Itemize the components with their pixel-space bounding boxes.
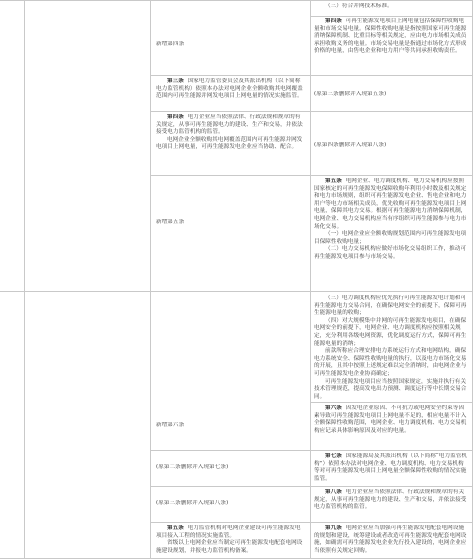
col-divider <box>310 1 311 299</box>
row-divider <box>150 175 472 176</box>
row-divider <box>310 16 472 17</box>
row-divider <box>150 111 472 112</box>
row-divider <box>150 450 472 451</box>
row-divider <box>150 75 472 76</box>
table-cell: （三）符合并网技术标准。 <box>325 3 393 9</box>
table-cell: 第九条 电网企业应当加强可再生能源发电配套电网设施的规划和建设，统筹建设或者改造可再生能源发电配套电网设施，如确需可再生能源发电企业先行投入建设的，电网企业应当依照有关规定回购。 <box>314 525 467 554</box>
table-cell: 第六条 因发电企业原因、不可抗力或电网安全约束等因素导致可再生能源发电项目上网电量不足的，相应电量不计入全额保障性收购范围，电网企业、电力调度机构、电力交易机构应记录具体影响原因及对应的电量。 <box>314 405 467 434</box>
col-divider <box>310 292 311 558</box>
page-bottom <box>0 291 473 559</box>
table-cell: 第八条 电力企业应当依照法律、行政法规和规章的有关规定，从事可再生能源电力的建设、生产和交易，并依法接受电力监管机构的监管。 <box>314 489 467 511</box>
col-divider <box>24 1 25 299</box>
table-cell: （三）电力调度机构应优先执行可再生能源发电计划和可再生能源电力交易合同，在确保电网安全的前提下，保障可再生能源电量的收购； （四）对大规模集中并网的可再生能源发电项目，在确保电网安全的前提下，电网企业、电力调度机构应按照相关规定，充分利用各级电网资源，优化调度运行方式，保障可再生能源电量的消纳； 前款所称应合理安排电力系统运行方式和电网结构，确保电力系统安全、保障性收购电量的执行，以及电力市场化交易的开展，且其中按照上述规定难以完全消纳时，由电网企业与可再生能源发电企业协商确定； 可再生能源发电项目应当按照国家规定，实施并执行有关技术管理规范，提高发电出力预测、调度运行等中长期交易合同。 <box>314 295 467 400</box>
row-divider <box>150 522 472 523</box>
table-cell: 第三条 国家电力监管委员会及其派出机构（以下简称电力监管机构）依照本办法对电网企业全额收购其电网覆盖范围内可再生能源并网发电项目上网电量的情况实施监管。 <box>156 78 303 100</box>
row-divider <box>310 402 472 403</box>
row-divider <box>150 486 472 487</box>
table-cell: 第五条 电力监管机构对电网企业建设可再生能源发电项目接入工程的情况实施监管。 省级以上电网企业应当制定可再生能源发电配套电网设施建设规划，并报电力监管机构备案。 <box>156 525 303 554</box>
table-cell: 第五条 电网企业、电力调度机构、电力交易机构应按照国家核定的可再生能源发电保障收购年利用小时数及相关规定和电力市场规则，组织可再生能源发电企业、售电企业和电力用户等电力市场相关成员，优先收购可再生能源发电项目上网电量，保障其电力交易。根据可再生能源电力消纳保障机制，电网企业、电力交易机构应当有序组织可再生能源参与电力市场化交易。 （一）电网企业应全额收购规划范围内可再生能源发电项目保障性收购电量； （二）电力交易机构应做好市场化交易组织工作，推动可再生能源发电项目参与市场交易。 <box>314 178 467 260</box>
col-divider <box>24 292 25 558</box>
col-divider <box>150 1 151 299</box>
table-cell: (原第二条删除并入现第七条) <box>156 464 229 470</box>
table-cell: 新增第六条 <box>156 422 185 428</box>
table-cell: 第四条 电力企业应当依照法律、行政法规和规章的有关规定，从事可再生能源电力的建设、生产和交易，并依法接受电力监管机构的监管。 电网企业全额收购其电网覆盖范围内可再生能源并网发电项目上网电量，可再生能源发电企业应当协助、配合。 <box>156 114 303 151</box>
col-divider <box>150 292 151 558</box>
table-cell: (原第三条删除并入现第八条) <box>156 500 229 506</box>
table-cell: 新增第四条 <box>156 41 185 47</box>
table-cell: (原第四条删除并入现第八条) <box>314 142 387 148</box>
table-cell: 第七条 国家能源局及其派出机构（以下简称“电力监管机构”）依照本办法对电网企业、电力调度机构、电力交易机构等对可再生能源发电项目上网电量全额保障性收购的情况实施监管。 <box>314 453 468 482</box>
table-cell: 新增第五条 <box>156 219 185 225</box>
table-cell: 第四条 可再生能源发电项目上网电量包括保障性收购电量和市场交易电量。保障性收购电量是指按照国家可再生能源消纳保障机制、比重目标等相关规定，应由电力市场相关成员承担收购义务的电量。市场交易电量是指通过市场化方式形成价格的电量，由售电企业和电力用户等共同承担收购责任。 <box>314 18 467 55</box>
table-cell: (原第三条删除并入现第五条) <box>314 91 387 97</box>
table-bottom <box>0 291 473 559</box>
